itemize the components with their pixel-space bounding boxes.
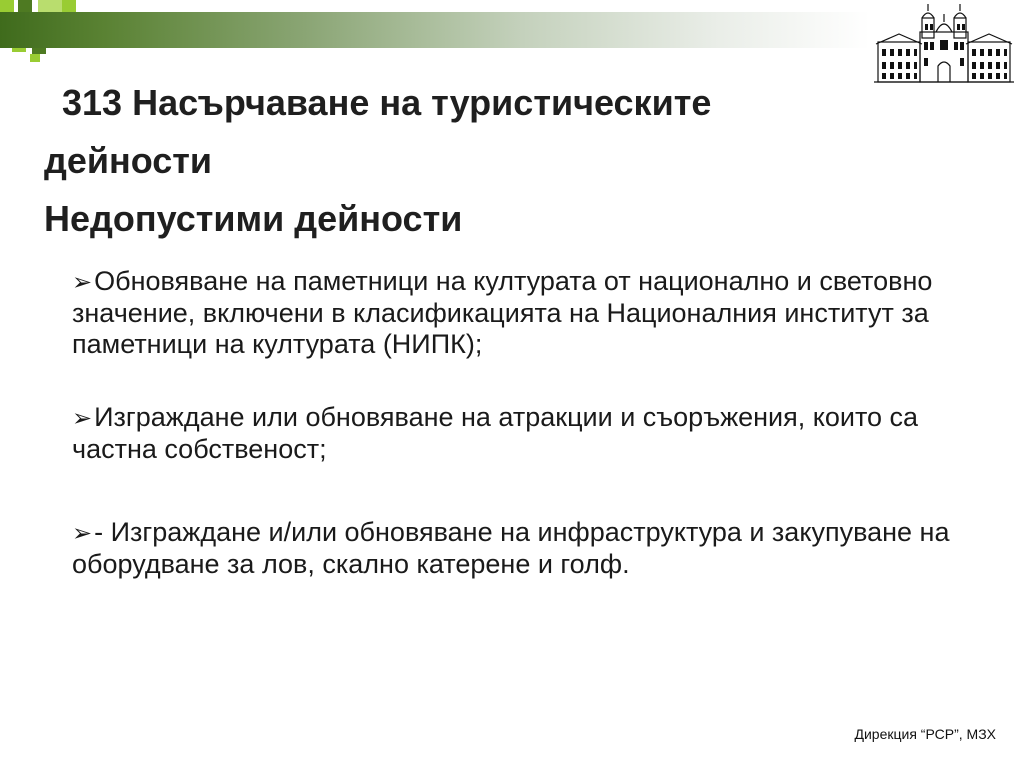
bullet-item xyxy=(72,402,992,465)
bullet-item xyxy=(72,517,992,580)
arrow-bullet-icon: ➢ xyxy=(72,405,93,432)
bullet-text: - Изграждане и/или обновяване на инфраструктура и закупуване на оборудване за лов, скално катерене и голф. xyxy=(72,517,950,579)
title-line: Недопустими дейности xyxy=(44,198,463,239)
decor-square xyxy=(30,54,40,62)
footer-credit: Дирекция “РСР”, МЗХ xyxy=(854,726,996,742)
decor-square xyxy=(62,0,76,12)
bullet-item xyxy=(72,266,992,360)
title-line: дейности xyxy=(44,140,213,181)
title-line: 313 Насърчаване на туристическите xyxy=(62,82,712,123)
header-banner xyxy=(0,12,870,48)
bullet-list xyxy=(72,266,992,580)
arrow-bullet-icon: ➢ xyxy=(72,269,93,296)
arrow-bullet-icon: ➢ xyxy=(72,520,93,547)
bullet-text: Изграждане или обновяване на атракции и съоръжения, които са частна собственост; xyxy=(72,402,919,464)
slide-title xyxy=(44,74,944,248)
bullet-text: Обновяване на паметници на културата от национално и световно значение, включени в класификацията на Националния институт за паметници на културата (НИПК); xyxy=(72,266,933,359)
